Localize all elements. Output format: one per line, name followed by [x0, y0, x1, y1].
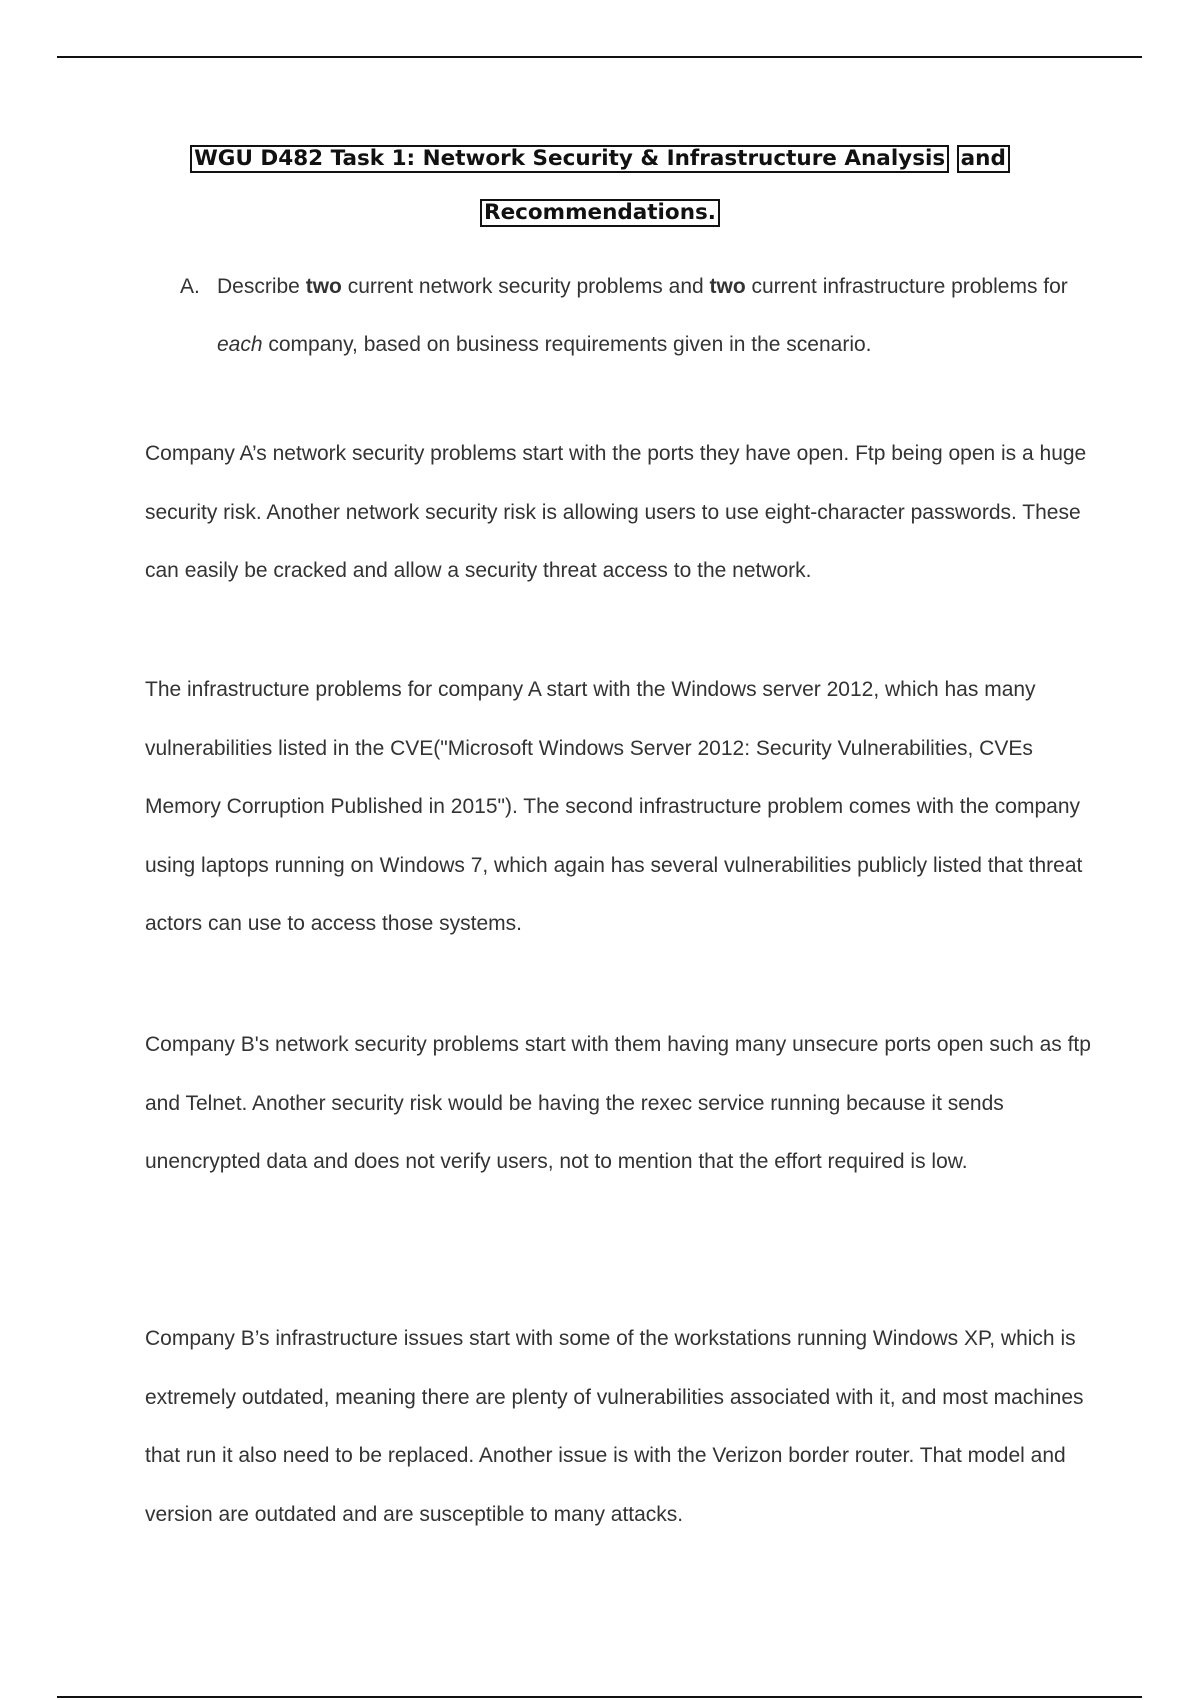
page-title [0, 145, 1200, 225]
title-part-1: WGU D482 Task 1: Network Security & Infrastructure Analysis [190, 145, 949, 173]
question-text-run: company, based on business requirements given in the scenario. [262, 333, 872, 356]
question-emphasis-italic: each [217, 333, 263, 356]
paragraph-company-b-security: Company B's network security problems start with them having many unsecure ports open such as ftp and Telnet. Another security risk would be having the rexec service running because it sends unencrypted data and does not verify users, not to mention that the effort required is low. [145, 1033, 1091, 1173]
question-emphasis-bold: two [709, 275, 746, 298]
question-marker: A. [180, 275, 200, 298]
page-footer-rule [57, 1696, 1142, 1698]
question-text-run: current infrastructure problems for [745, 275, 1068, 298]
page-header-rule [57, 56, 1142, 58]
question-a [180, 258, 1080, 374]
title-part-3: Recommendations. [480, 199, 720, 227]
paragraph-company-a-security: Company A’s network security problems start with the ports they have open. Ftp being open is a huge security risk. Another network security risk is allowing users to use eight-character passwords. These can easily be cracked and allow a security threat access to the network. [145, 442, 1087, 582]
question-text-run: current network security problems and [341, 275, 710, 298]
paragraph-company-a-infrastructure: The infrastructure problems for company A start with the Windows server 2012, which has many vulnerabilities listed in the CVE("Microsoft Windows Server 2012: Security Vulnerabilities, CVEs Memory Corruption Published in 2015"). The second infrastructure problem comes with the company using laptops running on Windows 7, which again has several vulnerabilities publicly listed that threat actors can use to access those systems. [145, 678, 1083, 935]
title-part-2: and [957, 145, 1010, 173]
question-text-run: Describe [217, 275, 306, 298]
paragraph-company-b-infrastructure: Company B’s infrastructure issues start with some of the workstations running Windows XP, which is extremely outdated, meaning there are plenty of vulnerabilities associated with it, and most machines that run it also need to be replaced. Another issue is with the Verizon border router. That model and version are outdated and are susceptible to many attacks. [145, 1327, 1084, 1526]
question-emphasis-bold: two [305, 275, 342, 298]
question-text [217, 258, 1080, 374]
